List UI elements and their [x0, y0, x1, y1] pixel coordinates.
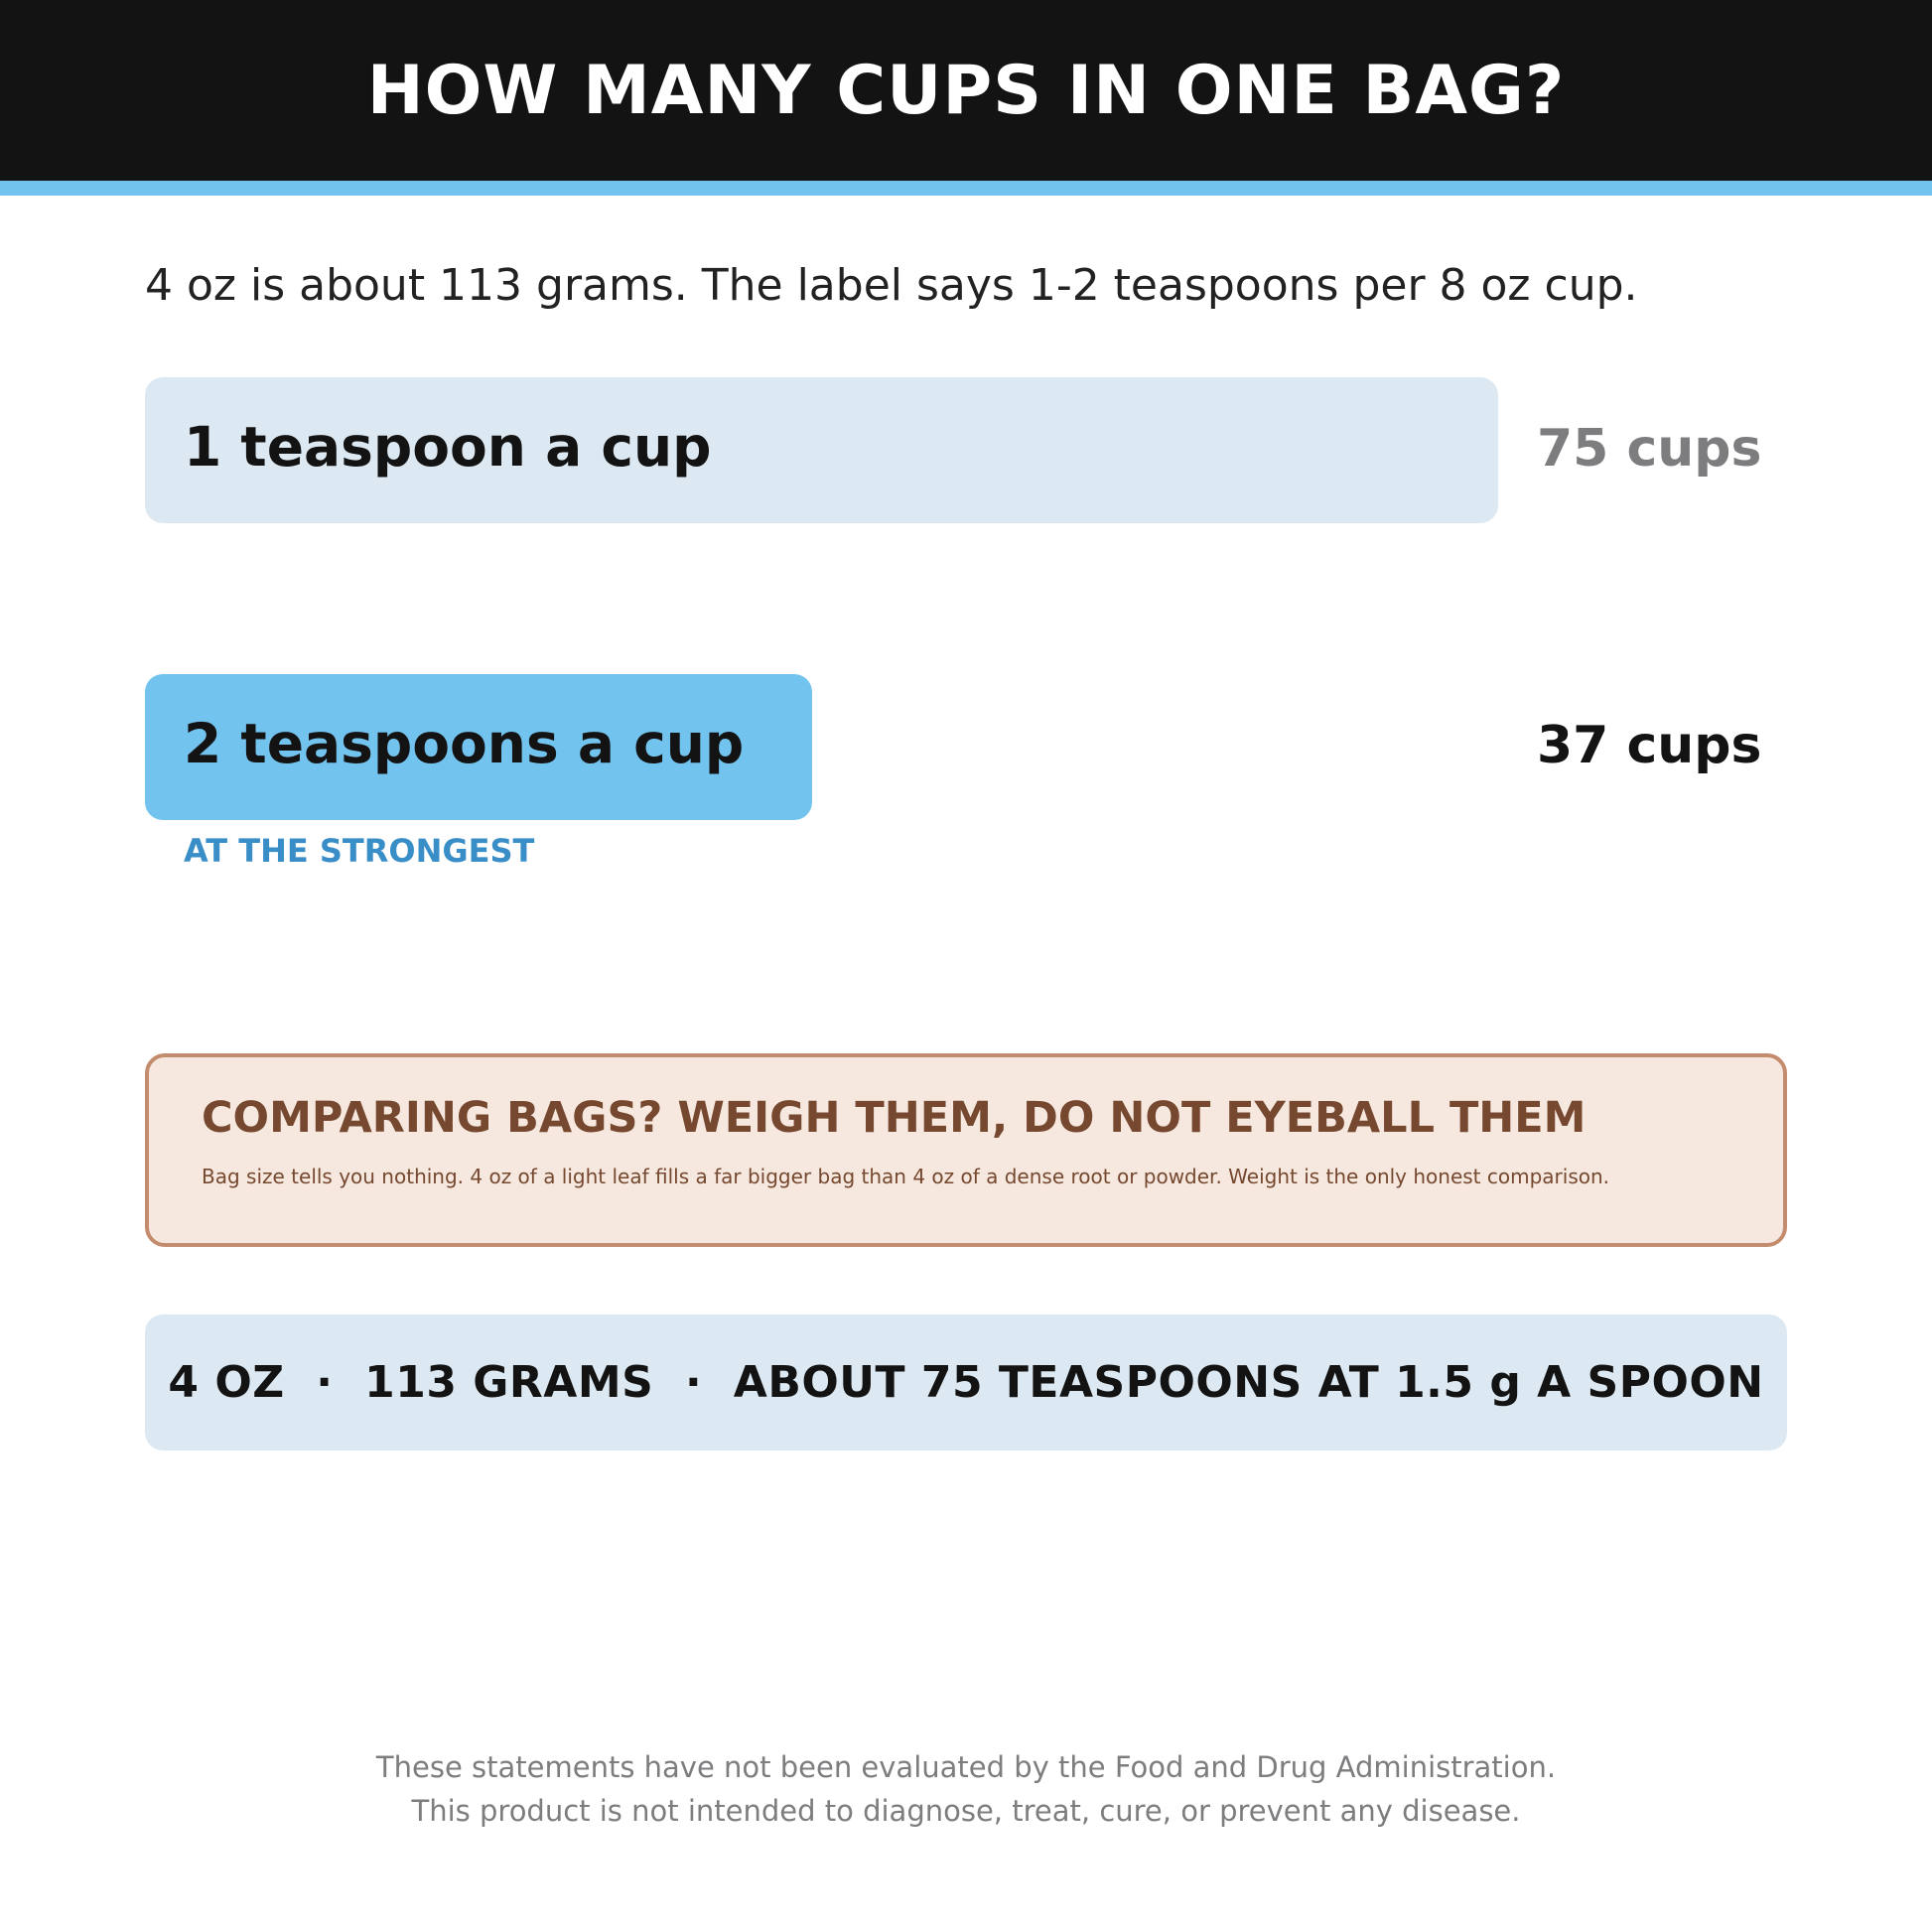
- summary-banner: [145, 1314, 1787, 1450]
- intro-text: 4 oz is about 113 grams. The label says 1-2 teaspoons per 8 oz cup.: [145, 260, 1638, 311]
- chart-bar: [145, 674, 812, 820]
- page-header: [0, 0, 1932, 181]
- bar-annotation: AT THE STRONGEST: [184, 832, 535, 870]
- bar-value-label: 37 cups: [1537, 716, 1762, 775]
- bar-label: 1 teaspoon a cup: [184, 414, 712, 479]
- accent-strip: [0, 181, 1932, 196]
- disclaimer-line-2: This product is not intended to diagnose, treat, cure, or prevent any disease.: [411, 1794, 1521, 1828]
- chart-bar: [145, 377, 1498, 523]
- disclaimer: [0, 1745, 1932, 1833]
- page-title: HOW MANY CUPS IN ONE BAG?: [366, 51, 1566, 130]
- bar-value-label: 75 cups: [1537, 419, 1762, 479]
- callout-box: [145, 1053, 1787, 1247]
- summary-text: 4 OZ · 113 GRAMS · ABOUT 75 TEASPOONS AT 1.5 g A SPOON: [168, 1357, 1764, 1408]
- disclaimer-line-1: These statements have not been evaluated by the Food and Drug Administration.: [375, 1750, 1557, 1784]
- callout-title: COMPARING BAGS? WEIGH THEM, DO NOT EYEBALL THEM: [202, 1093, 1587, 1143]
- bar-label: 2 teaspoons a cup: [184, 711, 745, 775]
- callout-body: Bag size tells you nothing. 4 oz of a light leaf fills a far bigger bag than 4 oz of a dense root or powder. Weight is the only honest comparison.: [202, 1165, 1610, 1188]
